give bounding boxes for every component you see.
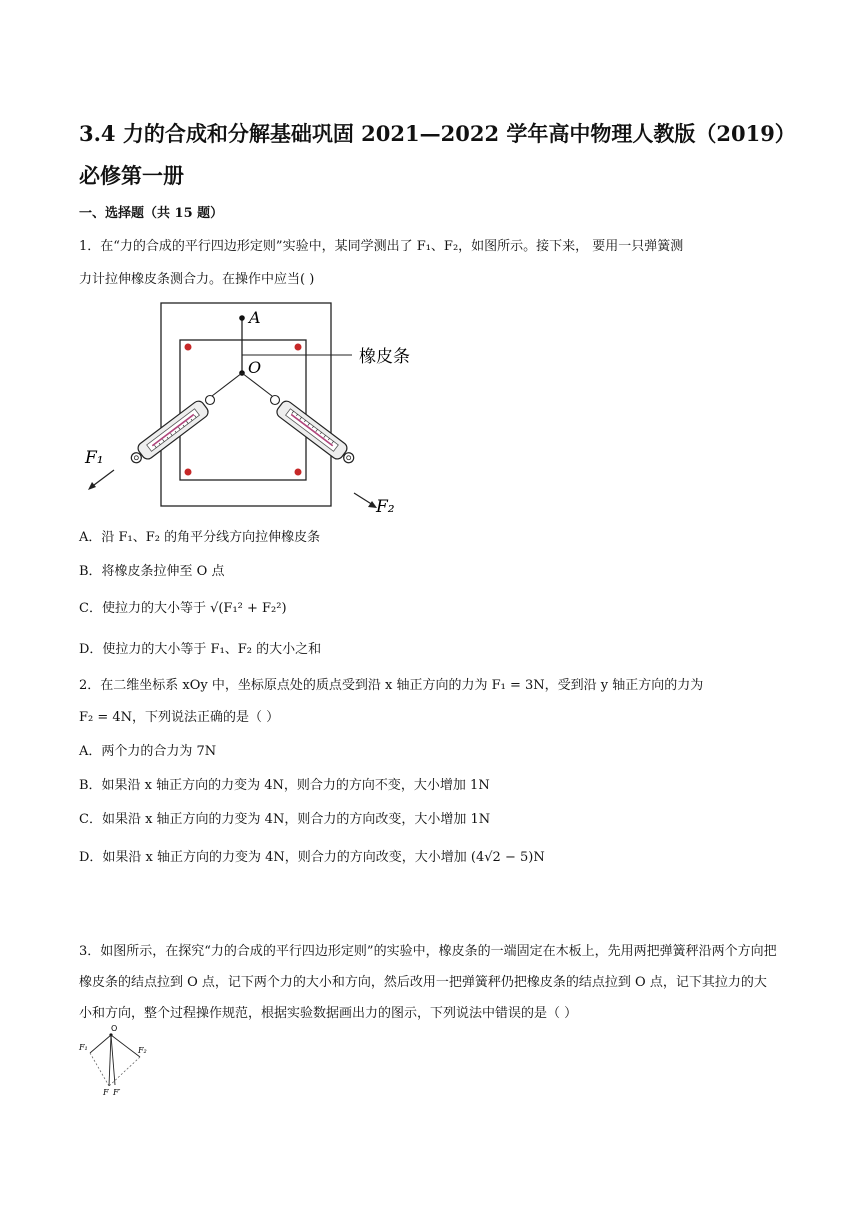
label-rubber-band: 橡皮条 [359, 347, 410, 367]
pin-top-right [295, 344, 302, 351]
string-left [212, 373, 242, 396]
q2-option-d: D．如果沿 x 轴正方向的力变为 4N，则合力的方向改变，大小增加 (4√2 − 5)N [79, 850, 545, 865]
q1-option-b: B．将橡皮条拉伸至 O 点 [79, 564, 225, 579]
document-title [79, 113, 799, 197]
arrow-F1 [90, 1035, 111, 1053]
label-F1: F₁ [85, 448, 104, 468]
q2-stem-line1: 2．在二维坐标系 xOy 中，坐标原点处的质点受到沿 x 轴正方向的力为 F₁ = 3N，受到沿 y 轴正方向的力为 [79, 678, 704, 693]
arrow-F-prime [111, 1035, 115, 1085]
q1-stem-line2: 力计拉伸橡皮条测合力。在操作中应当( ) [79, 272, 315, 287]
title-line-2: 必修第一册 [79, 163, 184, 188]
arrow-F2 [354, 493, 373, 505]
q3-stem: 3．如图所示，在探究“力的合成的平行四边形定则”的实验中，橡皮条的一端固定在木板上，先用两把弹簧秤沿两个方向把橡皮条的结点拉到 O 点，记下两个力的大小和方向，然后改用一把弹簧秤仍把橡皮条的结点拉到 O 点，记下其拉力的大小和方向，整个过程操作规范，根据实验数据画出力的图示，下列说法中错误的是（ ） [79, 944, 777, 1021]
section-heading: 一、选择题（共 15 题） [79, 206, 224, 221]
label-F2: F₂ [138, 1046, 147, 1055]
pin-bottom-right [295, 469, 302, 476]
label-O: O [111, 1025, 118, 1033]
label-A: A [249, 308, 261, 327]
q1-option-c: C．使拉力的大小等于 √(F₁² + F₂²) [79, 601, 287, 616]
arrow-F [109, 1035, 111, 1086]
label-F: F [103, 1088, 109, 1097]
q2-option-a: A．两个力的合力为 7N [79, 744, 217, 759]
arrow-F1-head [88, 482, 96, 490]
q1-option-a: A．沿 F₁、F₂ 的角平分线方向拉伸橡皮条 [79, 530, 321, 545]
q3-force-diagram [76, 1025, 156, 1097]
q2-option-c: C．如果沿 x 轴正方向的力变为 4N，则合力的方向改变，大小增加 1N [79, 812, 491, 827]
dashed-left [90, 1053, 109, 1086]
q1-spring-scale-figure [82, 300, 422, 518]
pin-bottom-left [185, 469, 192, 476]
spring-scale-left [127, 399, 211, 468]
q1-stem-line1: 1．在“力的合成的平行四边形定则”实验中，某同学测出了 F₁、F₂，如图所示。接下来， 要用一只弹簧测 [79, 239, 684, 254]
point-A [239, 315, 245, 321]
pin-top-left [185, 344, 192, 351]
spring-scale-right [275, 399, 359, 468]
label-F-prime: F′ [113, 1088, 121, 1097]
title-line-1: 3.4 力的合成和分解基础巩固 2021—2022 学年高中物理人教版（2019） [79, 121, 796, 146]
hook-right [271, 396, 280, 405]
q2-option-b: B．如果沿 x 轴正方向的力变为 4N，则合力的方向不变，大小增加 1N [79, 778, 490, 793]
arrow-F2 [111, 1035, 140, 1057]
label-O: O [248, 358, 262, 377]
q2-stem-line2: F₂ = 4N，下列说法正确的是（ ） [79, 710, 280, 725]
label-F1: F₁ [79, 1043, 88, 1052]
label-F2: F₂ [376, 497, 395, 517]
q1-option-d: D．使拉力的大小等于 F₁、F₂ 的大小之和 [79, 642, 322, 657]
hook-left [206, 396, 215, 405]
